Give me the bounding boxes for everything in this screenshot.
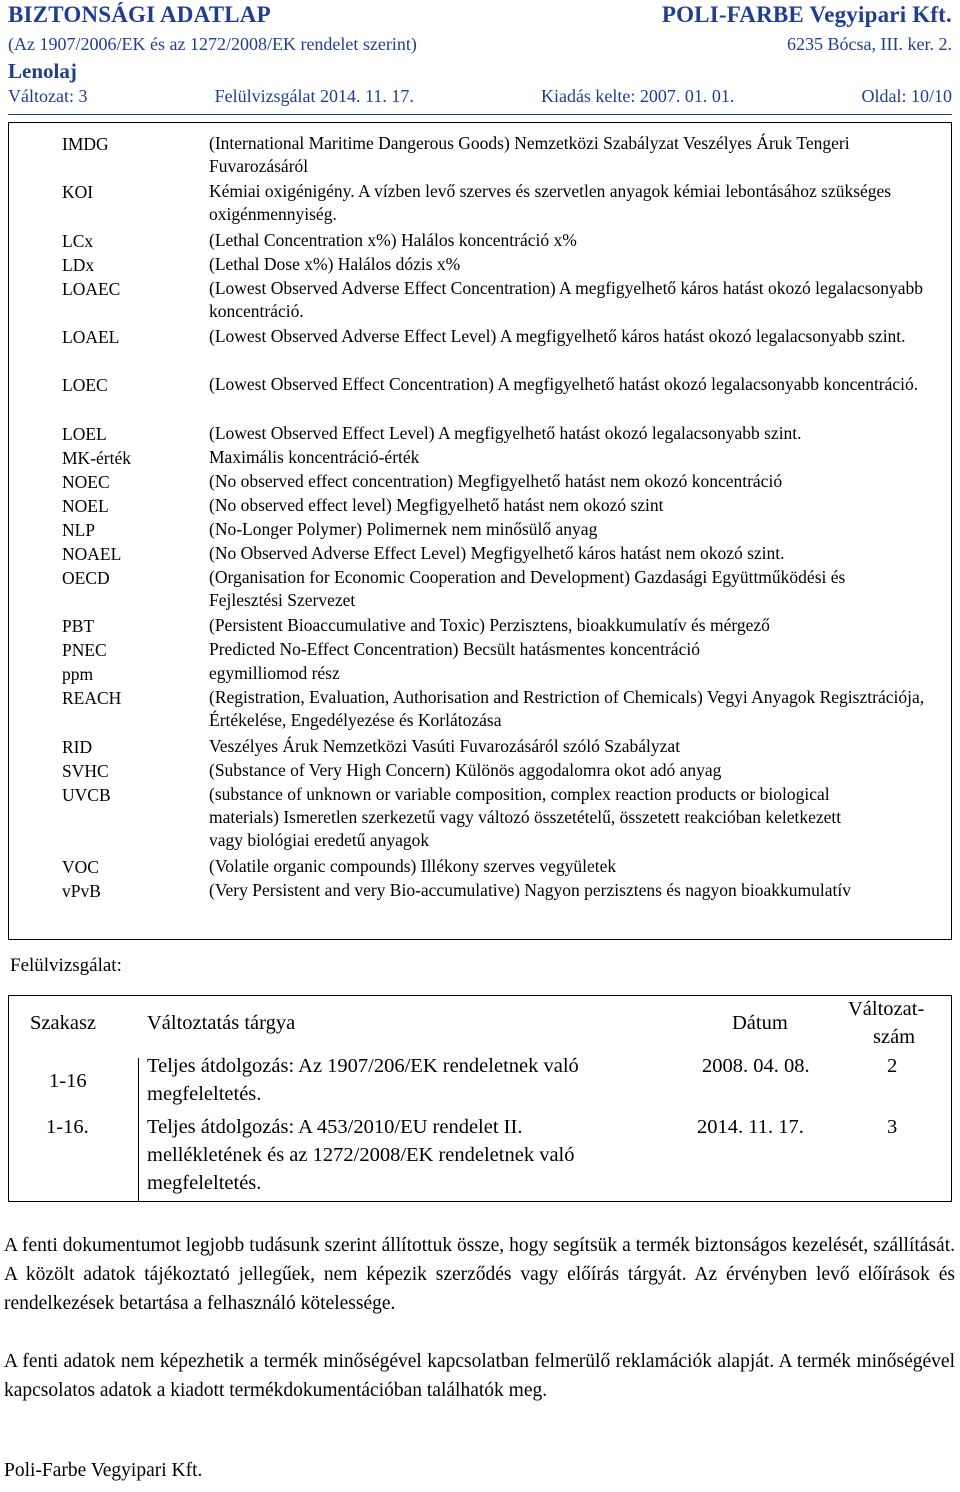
- abbr-term: MK-érték: [62, 448, 132, 468]
- abbr-term: NOAEL: [62, 544, 122, 564]
- col-header-section: Szakasz: [30, 1012, 97, 1034]
- revision-column-divider: [138, 1058, 139, 1202]
- abbr-term: RID: [62, 737, 93, 757]
- doc-title: BIZTONSÁGI ADATLAP: [8, 2, 271, 27]
- abbr-term: PBT: [62, 616, 95, 636]
- abbr-definition: (Organisation for Economic Cooperation and Development) Gazdasági Együttműködési és Fejlesztési Szervezet: [209, 567, 846, 610]
- abbr-definition: (Lowest Observed Adverse Effect Concentration) A megfigyelhető káros hatást okozó legalacsonyabb koncentráció.: [209, 278, 924, 321]
- header-row-4: [8, 86, 952, 107]
- row-date: 2014. 11. 17.: [697, 1116, 804, 1138]
- regulation-note: (Az 1907/2006/EK és az 1272/2008/EK rendelet szerint): [8, 34, 417, 54]
- abbr-definition: (Lethal Dose x%) Halálos dózis x%: [209, 254, 461, 274]
- version-label: Változat: 3: [8, 86, 88, 106]
- disclaimer-paragraph: A fenti dokumentumot legjobb tudásunk szerint állítottuk össze, hogy segítsük a termék biztonságos kezelését, szállítását. A közölt adatok tájékoztató jellegűek, nem képezik szerződés vagy előírás tárgyát. Az érvényben levő előírások és rendelkezések betartása a felhasználó kötelessége.: [4, 1235, 955, 1314]
- abbr-term: vPvB: [62, 881, 101, 901]
- row-subject: Teljes átdolgozás: Az 1907/206/EK rendeletnek való: [147, 1055, 579, 1077]
- abbr-term: LOAEL: [62, 327, 120, 347]
- abbr-definition: Kémiai oxigénigény. A vízben levő szerves és szervetlen anyagok kémiai lebontásához szükséges oxigénmennyiség.: [209, 181, 892, 224]
- page-number: Oldal: 10/10: [861, 86, 952, 106]
- abbr-definition: (Registration, Evaluation, Authorisation and Restriction of Chemicals) Vegyi Anyagok Regisztrációja, Értékelése, Engedélyezése és Korlátozása: [209, 687, 925, 730]
- disclaimer-paragraph: A fenti adatok nem képezhetik a termék minőségével kapcsolatban felmerülő reklamációk alapját. A termék minőségével kapcsolatos adatok a kiadott termékdokumentációban találhatók meg.: [4, 1351, 955, 1401]
- abbr-term: KOI: [62, 182, 94, 202]
- abbr-definition: (Lowest Observed Effect Concentration) A megfigyelhető hatást okozó legalacsonyabb koncentráció.: [209, 374, 919, 394]
- abbr-definition: (Persistent Bioaccumulative and Toxic) Perzisztens, bioakkumulatív és mérgező: [209, 615, 770, 635]
- abbr-definition: Maximális koncentráció-érték: [209, 447, 420, 467]
- abbr-term: VOC: [62, 857, 99, 877]
- abbr-definition: (No observed effect concentration) Megfigyelhető hatást nem okozó koncentráció: [209, 471, 783, 491]
- abbr-term: OECD: [62, 568, 110, 588]
- col-header-date: Dátum: [732, 1012, 788, 1034]
- abbr-term: REACH: [62, 688, 122, 708]
- header-row-2: [8, 34, 952, 55]
- col-header-subject: Változtatás tárgya: [147, 1012, 296, 1034]
- abbr-term: UVCB: [62, 785, 111, 805]
- abbr-term: PNEC: [62, 640, 107, 660]
- company-address: 6235 Bócsa, III. ker. 2.: [787, 34, 952, 54]
- abbr-definition: (substance of unknown or variable composition, complex reaction products or biological materials) Ismeretlen szerkezetű vagy változó összetételű, összetett reakcióban keletkezett vagy biológiai eredetű anyagok: [209, 784, 842, 850]
- abbr-term: NLP: [62, 520, 96, 540]
- row-subject: Teljes átdolgozás: A 453/2010/EU rendelet II.: [147, 1116, 523, 1138]
- revision-label: Felülvizsgálat:: [10, 955, 122, 976]
- row-subject-cont: megfeleltetés.: [147, 1083, 262, 1105]
- product-name: Lenolaj: [8, 59, 77, 83]
- abbr-definition: Predicted No-Effect Concentration) Becsült hatásmentes koncentráció: [209, 639, 700, 659]
- abbr-definition: (Lethal Concentration x%) Halálos koncentráció x%: [209, 230, 577, 250]
- abbr-term: NOEC: [62, 472, 110, 492]
- abbr-definition: egymilliomod rész: [209, 663, 340, 683]
- row-subject-cont: megfeleltetés.: [147, 1172, 262, 1194]
- abbr-definition: (No-Longer Polymer) Polimernek nem minősülő anyag: [209, 519, 598, 539]
- row-section: 1-16.: [46, 1116, 89, 1138]
- col-header-version-cont: szám: [873, 1026, 916, 1048]
- abbr-term: LOEC: [62, 375, 108, 395]
- abbr-definition: (International Maritime Dangerous Goods) Nemzetközi Szabályzat Veszélyes Áruk Tengeri Fuvarozásáról: [209, 133, 850, 176]
- footer-company: Poli-Farbe Vegyipari Kft.: [4, 1460, 203, 1481]
- abbr-definition: Veszélyes Áruk Nemzetközi Vasúti Fuvarozásáról szóló Szabályzat: [209, 736, 681, 756]
- row-version: 3: [887, 1116, 898, 1138]
- abbr-term: LCx: [62, 231, 94, 251]
- abbr-definition: (Lowest Observed Effect Level) A megfigyelhető hatást okozó legalacsonyabb szint.: [209, 423, 802, 443]
- col-header-version: Változat-: [848, 998, 925, 1020]
- abbr-definition: (No observed effect level) Megfigyelhető hatást nem okozó szint: [209, 495, 664, 515]
- review-label: Felülvizsgálat 2014. 11. 17.: [214, 86, 414, 106]
- abbr-term: LOEL: [62, 424, 107, 444]
- abbr-term: NOEL: [62, 496, 109, 516]
- abbr-term: IMDG: [62, 134, 109, 154]
- abbr-definition: (Substance of Very High Concern) Különös aggodalomra okot adó anyag: [209, 760, 722, 780]
- abbr-term: LDx: [62, 255, 95, 275]
- row-section: 1-16: [49, 1070, 87, 1092]
- row-subject-cont: mellékletének és az 1272/2008/EK rendeletnek való: [147, 1144, 575, 1166]
- row-version: 2: [887, 1055, 898, 1077]
- abbr-definition: (Volatile organic compounds) Illékony szerves vegyületek: [209, 856, 617, 876]
- abbr-term: ppm: [62, 664, 94, 684]
- abbr-term: SVHC: [62, 761, 109, 781]
- header-row-1: [8, 2, 952, 28]
- header-divider: [8, 114, 952, 115]
- abbr-definition: (Lowest Observed Adverse Effect Level) A megfigyelhető káros hatást okozó legalacsonyabb szint.: [209, 326, 906, 346]
- abbr-definition: (Very Persistent and very Bio-accumulative) Nagyon perzisztens és nagyon bioakkumulatív: [209, 880, 851, 900]
- abbr-term: LOAEC: [62, 279, 121, 299]
- abbr-definition: (No Observed Adverse Effect Level) Megfigyelhető káros hatást nem okozó szint.: [209, 543, 785, 563]
- company-name: POLI-FARBE Vegyipari Kft.: [661, 2, 952, 27]
- issue-label: Kiadás kelte: 2007. 01. 01.: [540, 86, 735, 106]
- row-date: 2008. 04. 08.: [702, 1055, 810, 1077]
